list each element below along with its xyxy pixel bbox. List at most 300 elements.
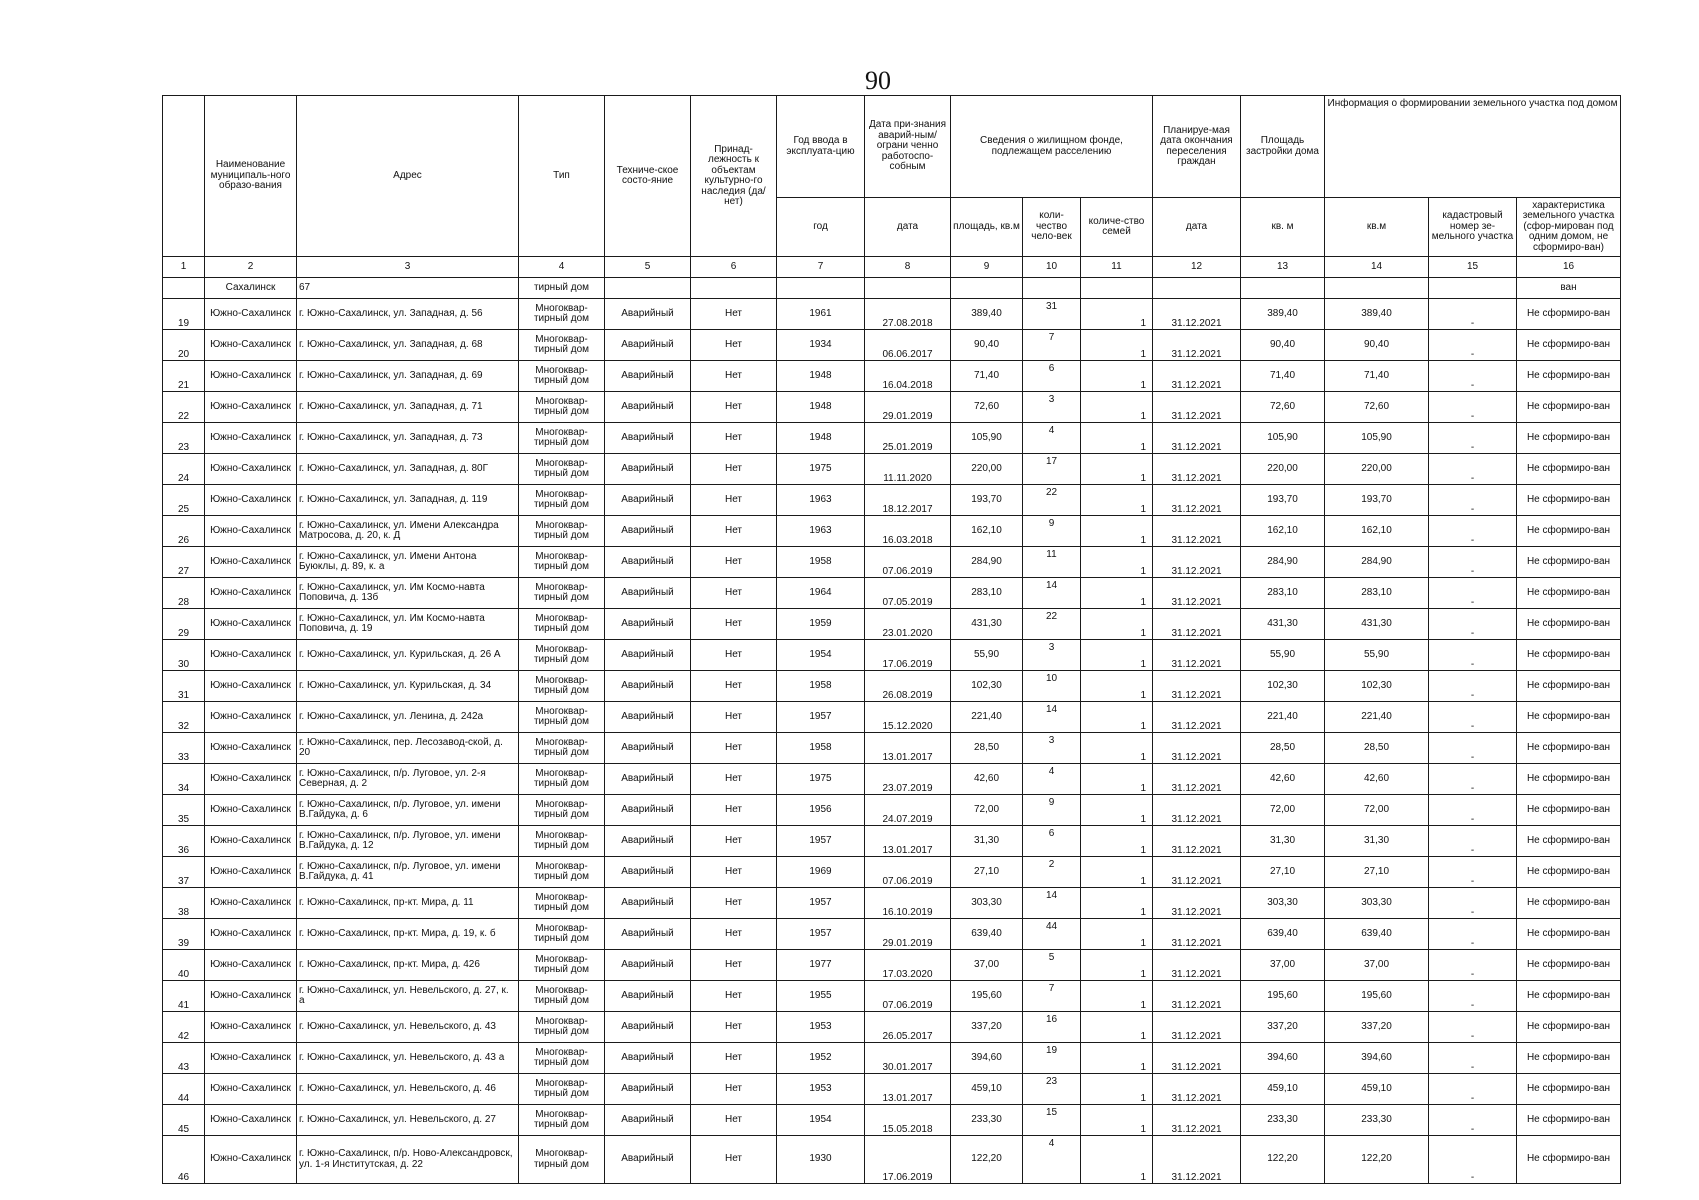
cell-building-area: 105,90 <box>1241 423 1325 454</box>
cell-municipality: Южно-Сахалинск <box>205 640 297 671</box>
cell-characteristic: Не сформиро-ван <box>1517 1136 1621 1184</box>
col-number: 15 <box>1429 257 1517 278</box>
cell-municipality: Южно-Сахалинск <box>205 1136 297 1184</box>
cell-type: Многоквар-тирный дом <box>519 764 605 795</box>
cell-type: Многоквар-тирный дом <box>519 795 605 826</box>
table-row <box>163 1012 1621 1043</box>
cell-family-count: 1 <box>1081 299 1153 330</box>
cell-commission-year: 1956 <box>777 795 865 826</box>
col-number: 3 <box>297 257 519 278</box>
cell-type: Многоквар-тирный дом <box>519 671 605 702</box>
cell-emergency-date: 16.03.2018 <box>865 516 951 547</box>
cell-cadastral-number: - <box>1429 764 1517 795</box>
cell-empty <box>777 278 865 299</box>
cell-characteristic: Не сформиро-ван <box>1517 423 1621 454</box>
cell-address: 67 <box>297 278 519 299</box>
cell-building-area: 90,40 <box>1241 330 1325 361</box>
cell-tech-state: Аварийный <box>605 1012 691 1043</box>
cell-commission-year: 1975 <box>777 454 865 485</box>
cell-empty <box>1153 278 1241 299</box>
cell-tech-state: Аварийный <box>605 516 691 547</box>
subheader-year: год <box>777 198 865 257</box>
cell-tech-state: Аварийный <box>605 547 691 578</box>
housing-register-table <box>162 95 1621 1184</box>
cell-family-count: 1 <box>1081 1012 1153 1043</box>
cell-type: Многоквар-тирный дом <box>519 392 605 423</box>
cell-building-area: 394,60 <box>1241 1043 1325 1074</box>
page-number: 90 <box>865 66 891 95</box>
cell-municipality: Южно-Сахалинск <box>205 888 297 919</box>
cell-municipality: Южно-Сахалинск <box>205 299 297 330</box>
cell-area: 72,60 <box>951 392 1023 423</box>
table-row <box>163 857 1621 888</box>
cell-heritage: Нет <box>691 950 777 981</box>
cell-area: 122,20 <box>951 1136 1023 1184</box>
cell-commission-year: 1958 <box>777 671 865 702</box>
cell-commission-year: 1952 <box>777 1043 865 1074</box>
cell-family-count: 1 <box>1081 578 1153 609</box>
row-number: 31 <box>163 671 205 702</box>
cell-type: Многоквар-тирный дом <box>519 609 605 640</box>
cell-commission-year: 1948 <box>777 361 865 392</box>
cell-people-count: 3 <box>1023 640 1081 671</box>
cell-cadastral-number: - <box>1429 1012 1517 1043</box>
header-col1 <box>163 96 205 257</box>
cell-emergency-date: 25.01.2019 <box>865 423 951 454</box>
cell-land-area: 122,20 <box>1325 1136 1429 1184</box>
col-number: 5 <box>605 257 691 278</box>
cell-address: г. Южно-Сахалинск, п/р. Луговое, ул. 2-я Северная, д. 2 <box>297 764 519 795</box>
cell-cadastral-number: - <box>1429 1136 1517 1184</box>
cell-building-area: 459,10 <box>1241 1074 1325 1105</box>
header-housing-fund: Сведения о жилищном фонде, подлежащем расселению <box>951 96 1153 198</box>
cell-cadastral-number: - <box>1429 857 1517 888</box>
cell-family-count: 1 <box>1081 1074 1153 1105</box>
table-row <box>163 454 1621 485</box>
cell-address: г. Южно-Сахалинск, ул. Невельского, д. 27 <box>297 1105 519 1136</box>
cell-building-area: 162,10 <box>1241 516 1325 547</box>
cell-people-count: 22 <box>1023 485 1081 516</box>
cell-characteristic: Не сформиро-ван <box>1517 1043 1621 1074</box>
cell-type: Многоквар-тирный дом <box>519 888 605 919</box>
cell-emergency-date: 30.01.2017 <box>865 1043 951 1074</box>
cell-heritage: Нет <box>691 826 777 857</box>
cell-family-count: 1 <box>1081 1105 1153 1136</box>
cell-characteristic: Не сформиро-ван <box>1517 1105 1621 1136</box>
cell-land-area: 284,90 <box>1325 547 1429 578</box>
cell-emergency-date: 15.05.2018 <box>865 1105 951 1136</box>
cell-commission-year: 1963 <box>777 485 865 516</box>
cell-characteristic: ван <box>1517 278 1621 299</box>
table-row <box>163 392 1621 423</box>
cell-cadastral-number: - <box>1429 919 1517 950</box>
cell-type: Многоквар-тирный дом <box>519 702 605 733</box>
row-number: 32 <box>163 702 205 733</box>
cell-heritage: Нет <box>691 733 777 764</box>
col-number: 16 <box>1517 257 1621 278</box>
cell-type: Многоквар-тирный дом <box>519 1043 605 1074</box>
cell-address: г. Южно-Сахалинск, пр-кт. Мира, д. 426 <box>297 950 519 981</box>
cell-tech-state: Аварийный <box>605 919 691 950</box>
cell-tech-state: Аварийный <box>605 733 691 764</box>
cell-land-area: 283,10 <box>1325 578 1429 609</box>
header-heritage: Принад-лежность к объектам культурно-го наследия (да/нет) <box>691 96 777 257</box>
cell-area: 195,60 <box>951 981 1023 1012</box>
cell-people-count: 3 <box>1023 392 1081 423</box>
cell-municipality: Южно-Сахалинск <box>205 1105 297 1136</box>
cell-address: г. Южно-Сахалинск, ул. Западная, д. 73 <box>297 423 519 454</box>
col-number: 4 <box>519 257 605 278</box>
cell-characteristic: Не сформиро-ван <box>1517 485 1621 516</box>
cell-area: 102,30 <box>951 671 1023 702</box>
cell-plan-date: 31.12.2021 <box>1153 1043 1241 1074</box>
cell-municipality: Южно-Сахалинск <box>205 330 297 361</box>
cell-heritage: Нет <box>691 516 777 547</box>
cell-type: Многоквар-тирный дом <box>519 640 605 671</box>
cell-land-area: 639,40 <box>1325 919 1429 950</box>
cell-emergency-date: 26.05.2017 <box>865 1012 951 1043</box>
cell-characteristic: Не сформиро-ван <box>1517 516 1621 547</box>
cell-area: 283,10 <box>951 578 1023 609</box>
cell-building-area: 389,40 <box>1241 299 1325 330</box>
col-number: 8 <box>865 257 951 278</box>
cell-municipality: Южно-Сахалинск <box>205 609 297 640</box>
cell-family-count: 1 <box>1081 454 1153 485</box>
cell-empty <box>163 278 205 299</box>
cell-municipality: Южно-Сахалинск <box>205 795 297 826</box>
cell-emergency-date: 23.01.2020 <box>865 609 951 640</box>
cell-type: Многоквар-тирный дом <box>519 1074 605 1105</box>
cell-plan-date: 31.12.2021 <box>1153 764 1241 795</box>
cell-emergency-date: 17.06.2019 <box>865 640 951 671</box>
cell-emergency-date: 17.06.2019 <box>865 1136 951 1184</box>
cell-land-area: 55,90 <box>1325 640 1429 671</box>
cell-commission-year: 1963 <box>777 516 865 547</box>
cell-empty <box>1023 278 1081 299</box>
cell-land-area: 389,40 <box>1325 299 1429 330</box>
cell-plan-date: 31.12.2021 <box>1153 1105 1241 1136</box>
header-land-plot-info: Информация о формировании земельного участка под домом <box>1325 96 1621 198</box>
cell-empty <box>1325 278 1429 299</box>
cell-heritage: Нет <box>691 640 777 671</box>
table-row <box>163 1136 1621 1184</box>
cell-people-count: 23 <box>1023 1074 1081 1105</box>
col-number: 6 <box>691 257 777 278</box>
cell-address: г. Южно-Сахалинск, ул. Невельского, д. 43 <box>297 1012 519 1043</box>
cell-type: Многоквар-тирный дом <box>519 485 605 516</box>
cell-family-count: 1 <box>1081 826 1153 857</box>
cell-municipality: Южно-Сахалинск <box>205 764 297 795</box>
cell-type: Многоквар-тирный дом <box>519 733 605 764</box>
cell-land-area: 37,00 <box>1325 950 1429 981</box>
row-number: 20 <box>163 330 205 361</box>
col-number: 11 <box>1081 257 1153 278</box>
cell-area: 220,00 <box>951 454 1023 485</box>
table-row <box>163 919 1621 950</box>
cell-empty <box>1241 278 1325 299</box>
cell-characteristic: Не сформиро-ван <box>1517 702 1621 733</box>
cell-building-area: 55,90 <box>1241 640 1325 671</box>
cell-emergency-date: 27.08.2018 <box>865 299 951 330</box>
table-row <box>163 950 1621 981</box>
cell-heritage: Нет <box>691 857 777 888</box>
cell-building-area: 42,60 <box>1241 764 1325 795</box>
cell-heritage: Нет <box>691 702 777 733</box>
table-row <box>163 764 1621 795</box>
cell-emergency-date: 13.01.2017 <box>865 733 951 764</box>
cell-address: г. Южно-Сахалинск, ул. Западная, д. 68 <box>297 330 519 361</box>
cell-cadastral-number: - <box>1429 330 1517 361</box>
cell-family-count: 1 <box>1081 733 1153 764</box>
row-number: 34 <box>163 764 205 795</box>
cell-emergency-date: 26.08.2019 <box>865 671 951 702</box>
cell-land-area: 337,20 <box>1325 1012 1429 1043</box>
cell-building-area: 28,50 <box>1241 733 1325 764</box>
header-resettlement-date: Планируе-мая дата окончания переселения граждан <box>1153 96 1241 198</box>
cell-area: 71,40 <box>951 361 1023 392</box>
cell-address: г. Южно-Сахалинск, пр-кт. Мира, д. 19, к. б <box>297 919 519 950</box>
cell-land-area: 394,60 <box>1325 1043 1429 1074</box>
cell-empty <box>865 278 951 299</box>
cell-cadastral-number: - <box>1429 888 1517 919</box>
cell-tech-state: Аварийный <box>605 857 691 888</box>
cell-emergency-date: 16.10.2019 <box>865 888 951 919</box>
row-number: 41 <box>163 981 205 1012</box>
cell-plan-date: 31.12.2021 <box>1153 299 1241 330</box>
row-number: 33 <box>163 733 205 764</box>
cell-emergency-date: 07.06.2019 <box>865 981 951 1012</box>
cell-address: г. Южно-Сахалинск, ул. Им Космо-навта Поповича, д. 13б <box>297 578 519 609</box>
cell-land-area: 195,60 <box>1325 981 1429 1012</box>
row-number: 44 <box>163 1074 205 1105</box>
cell-family-count: 1 <box>1081 888 1153 919</box>
cell-family-count: 1 <box>1081 702 1153 733</box>
cell-people-count: 7 <box>1023 330 1081 361</box>
subheader-families: количе-ство семей <box>1081 198 1153 257</box>
row-number: 25 <box>163 485 205 516</box>
cell-area: 389,40 <box>951 299 1023 330</box>
cell-address: г. Южно-Сахалинск, ул. Западная, д. 119 <box>297 485 519 516</box>
cell-address: г. Южно-Сахалинск, ул. Ленина, д. 242а <box>297 702 519 733</box>
cell-type: Многоквар-тирный дом <box>519 919 605 950</box>
cell-address: г. Южно-Сахалинск, п/р. Ново-Александровск, ул. 1-я Институтская, д. 22 <box>297 1136 519 1184</box>
row-number: 46 <box>163 1136 205 1184</box>
cell-type: тирный дом <box>519 278 605 299</box>
cell-heritage: Нет <box>691 547 777 578</box>
row-number: 38 <box>163 888 205 919</box>
cell-heritage: Нет <box>691 454 777 485</box>
cell-family-count: 1 <box>1081 857 1153 888</box>
cell-plan-date: 31.12.2021 <box>1153 981 1241 1012</box>
cell-commission-year: 1977 <box>777 950 865 981</box>
cell-characteristic: Не сформиро-ван <box>1517 764 1621 795</box>
subheader-plan-date: дата <box>1153 198 1241 257</box>
cell-people-count: 14 <box>1023 578 1081 609</box>
cell-tech-state: Аварийный <box>605 485 691 516</box>
table-row <box>163 609 1621 640</box>
cell-area: 31,30 <box>951 826 1023 857</box>
cell-address: г. Южно-Сахалинск, ул. Невельского, д. 43 а <box>297 1043 519 1074</box>
cell-plan-date: 31.12.2021 <box>1153 609 1241 640</box>
cell-plan-date: 31.12.2021 <box>1153 578 1241 609</box>
cell-municipality: Южно-Сахалинск <box>205 826 297 857</box>
cell-family-count: 1 <box>1081 330 1153 361</box>
cell-family-count: 1 <box>1081 640 1153 671</box>
cell-type: Многоквар-тирный дом <box>519 516 605 547</box>
cell-land-area: 31,30 <box>1325 826 1429 857</box>
cell-commission-year: 1969 <box>777 857 865 888</box>
cell-heritage: Нет <box>691 1012 777 1043</box>
cell-characteristic: Не сформиро-ван <box>1517 733 1621 764</box>
header-emergency-date: Дата при-знания аварий-ным/ограни ченно работоспо-собным <box>865 96 951 198</box>
cell-municipality: Южно-Сахалинск <box>205 516 297 547</box>
cell-land-area: 90,40 <box>1325 330 1429 361</box>
row-number: 23 <box>163 423 205 454</box>
cell-people-count: 15 <box>1023 1105 1081 1136</box>
cell-municipality: Южно-Сахалинск <box>205 578 297 609</box>
cell-tech-state: Аварийный <box>605 361 691 392</box>
cell-land-area: 431,30 <box>1325 609 1429 640</box>
cell-people-count: 17 <box>1023 454 1081 485</box>
row-number: 42 <box>163 1012 205 1043</box>
cell-area: 193,70 <box>951 485 1023 516</box>
cell-address: г. Южно-Сахалинск, ул. Невельского, д. 27, к. а <box>297 981 519 1012</box>
cell-type: Многоквар-тирный дом <box>519 1012 605 1043</box>
cell-commission-year: 1958 <box>777 547 865 578</box>
cell-building-area: 337,20 <box>1241 1012 1325 1043</box>
cell-area: 28,50 <box>951 733 1023 764</box>
cell-municipality: Южно-Сахалинск <box>205 857 297 888</box>
cell-type: Многоквар-тирный дом <box>519 578 605 609</box>
table-row <box>163 1074 1621 1105</box>
cell-building-area: 193,70 <box>1241 485 1325 516</box>
cell-commission-year: 1930 <box>777 1136 865 1184</box>
cell-cadastral-number: - <box>1429 640 1517 671</box>
row-number: 27 <box>163 547 205 578</box>
cell-commission-year: 1955 <box>777 981 865 1012</box>
table-row <box>163 1043 1621 1074</box>
cell-characteristic: Не сформиро-ван <box>1517 361 1621 392</box>
cell-heritage: Нет <box>691 1105 777 1136</box>
row-number: 35 <box>163 795 205 826</box>
cell-plan-date: 31.12.2021 <box>1153 640 1241 671</box>
cell-area: 55,90 <box>951 640 1023 671</box>
table-row <box>163 1105 1621 1136</box>
cell-commission-year: 1957 <box>777 702 865 733</box>
cell-building-area: 220,00 <box>1241 454 1325 485</box>
cell-type: Многоквар-тирный дом <box>519 1105 605 1136</box>
header-address: Адрес <box>297 96 519 257</box>
row-number: 28 <box>163 578 205 609</box>
row-number: 39 <box>163 919 205 950</box>
cell-cadastral-number: - <box>1429 299 1517 330</box>
cell-municipality: Южно-Сахалинск <box>205 981 297 1012</box>
cell-building-area: 31,30 <box>1241 826 1325 857</box>
cell-emergency-date: 24.07.2019 <box>865 795 951 826</box>
cell-address: г. Южно-Сахалинск, ул. Западная, д. 56 <box>297 299 519 330</box>
cell-address: г. Южно-Сахалинск, пр-кт. Мира, д. 11 <box>297 888 519 919</box>
cell-people-count: 2 <box>1023 857 1081 888</box>
cell-heritage: Нет <box>691 578 777 609</box>
cell-people-count: 4 <box>1023 423 1081 454</box>
row-number: 21 <box>163 361 205 392</box>
cell-land-area: 102,30 <box>1325 671 1429 702</box>
cell-building-area: 283,10 <box>1241 578 1325 609</box>
cell-cadastral-number: - <box>1429 1105 1517 1136</box>
cell-commission-year: 1958 <box>777 733 865 764</box>
cell-emergency-date: 18.12.2017 <box>865 485 951 516</box>
cell-land-area: 233,30 <box>1325 1105 1429 1136</box>
cell-emergency-date: 16.04.2018 <box>865 361 951 392</box>
table-row <box>163 671 1621 702</box>
cell-family-count: 1 <box>1081 919 1153 950</box>
cell-area: 72,00 <box>951 795 1023 826</box>
row-number: 40 <box>163 950 205 981</box>
cell-municipality: Южно-Сахалинск <box>205 1074 297 1105</box>
cell-municipality: Южно-Сахалинск <box>205 454 297 485</box>
cell-area: 105,90 <box>951 423 1023 454</box>
cell-characteristic: Не сформиро-ван <box>1517 547 1621 578</box>
cell-tech-state: Аварийный <box>605 423 691 454</box>
table-row <box>163 547 1621 578</box>
cell-characteristic: Не сформиро-ван <box>1517 671 1621 702</box>
cell-family-count: 1 <box>1081 392 1153 423</box>
cell-family-count: 1 <box>1081 1043 1153 1074</box>
cell-building-area: 102,30 <box>1241 671 1325 702</box>
cell-address: г. Южно-Сахалинск, ул. Невельского, д. 46 <box>297 1074 519 1105</box>
row-number: 37 <box>163 857 205 888</box>
header-building-area: Площадь застройки дома <box>1241 96 1325 198</box>
cell-tech-state: Аварийный <box>605 671 691 702</box>
cell-tech-state: Аварийный <box>605 640 691 671</box>
cell-characteristic: Не сформиро-ван <box>1517 795 1621 826</box>
cell-land-area: 27,10 <box>1325 857 1429 888</box>
cell-area: 284,90 <box>951 547 1023 578</box>
cell-characteristic: Не сформиро-ван <box>1517 857 1621 888</box>
cell-plan-date: 31.12.2021 <box>1153 485 1241 516</box>
cell-plan-date: 31.12.2021 <box>1153 950 1241 981</box>
cell-emergency-date: 29.01.2019 <box>865 919 951 950</box>
table-body <box>163 299 1621 1184</box>
cell-tech-state: Аварийный <box>605 454 691 485</box>
cell-tech-state: Аварийный <box>605 1136 691 1184</box>
cell-characteristic: Не сформиро-ван <box>1517 981 1621 1012</box>
cell-family-count: 1 <box>1081 1136 1153 1184</box>
cell-plan-date: 31.12.2021 <box>1153 733 1241 764</box>
cell-people-count: 3 <box>1023 733 1081 764</box>
cell-address: г. Южно-Сахалинск, ул. Им Космо-навта Поповича, д. 19 <box>297 609 519 640</box>
row-number: 45 <box>163 1105 205 1136</box>
subheader-people: коли-чество чело-век <box>1023 198 1081 257</box>
cell-people-count: 9 <box>1023 516 1081 547</box>
subheader-area: площадь, кв.м <box>951 198 1023 257</box>
col-number: 13 <box>1241 257 1325 278</box>
cell-cadastral-number: - <box>1429 981 1517 1012</box>
cell-type: Многоквар-тирный дом <box>519 1136 605 1184</box>
cell-type: Многоквар-тирный дом <box>519 981 605 1012</box>
cell-cadastral-number: - <box>1429 950 1517 981</box>
cell-area: 37,00 <box>951 950 1023 981</box>
cell-commission-year: 1964 <box>777 578 865 609</box>
cell-heritage: Нет <box>691 671 777 702</box>
cell-commission-year: 1954 <box>777 640 865 671</box>
cell-tech-state: Аварийный <box>605 330 691 361</box>
cell-tech-state: Аварийный <box>605 299 691 330</box>
cell-municipality: Южно-Сахалинск <box>205 485 297 516</box>
header-municipality: Наименование муниципаль-ного образо-вания <box>205 96 297 257</box>
table-row <box>163 826 1621 857</box>
cell-heritage: Нет <box>691 330 777 361</box>
